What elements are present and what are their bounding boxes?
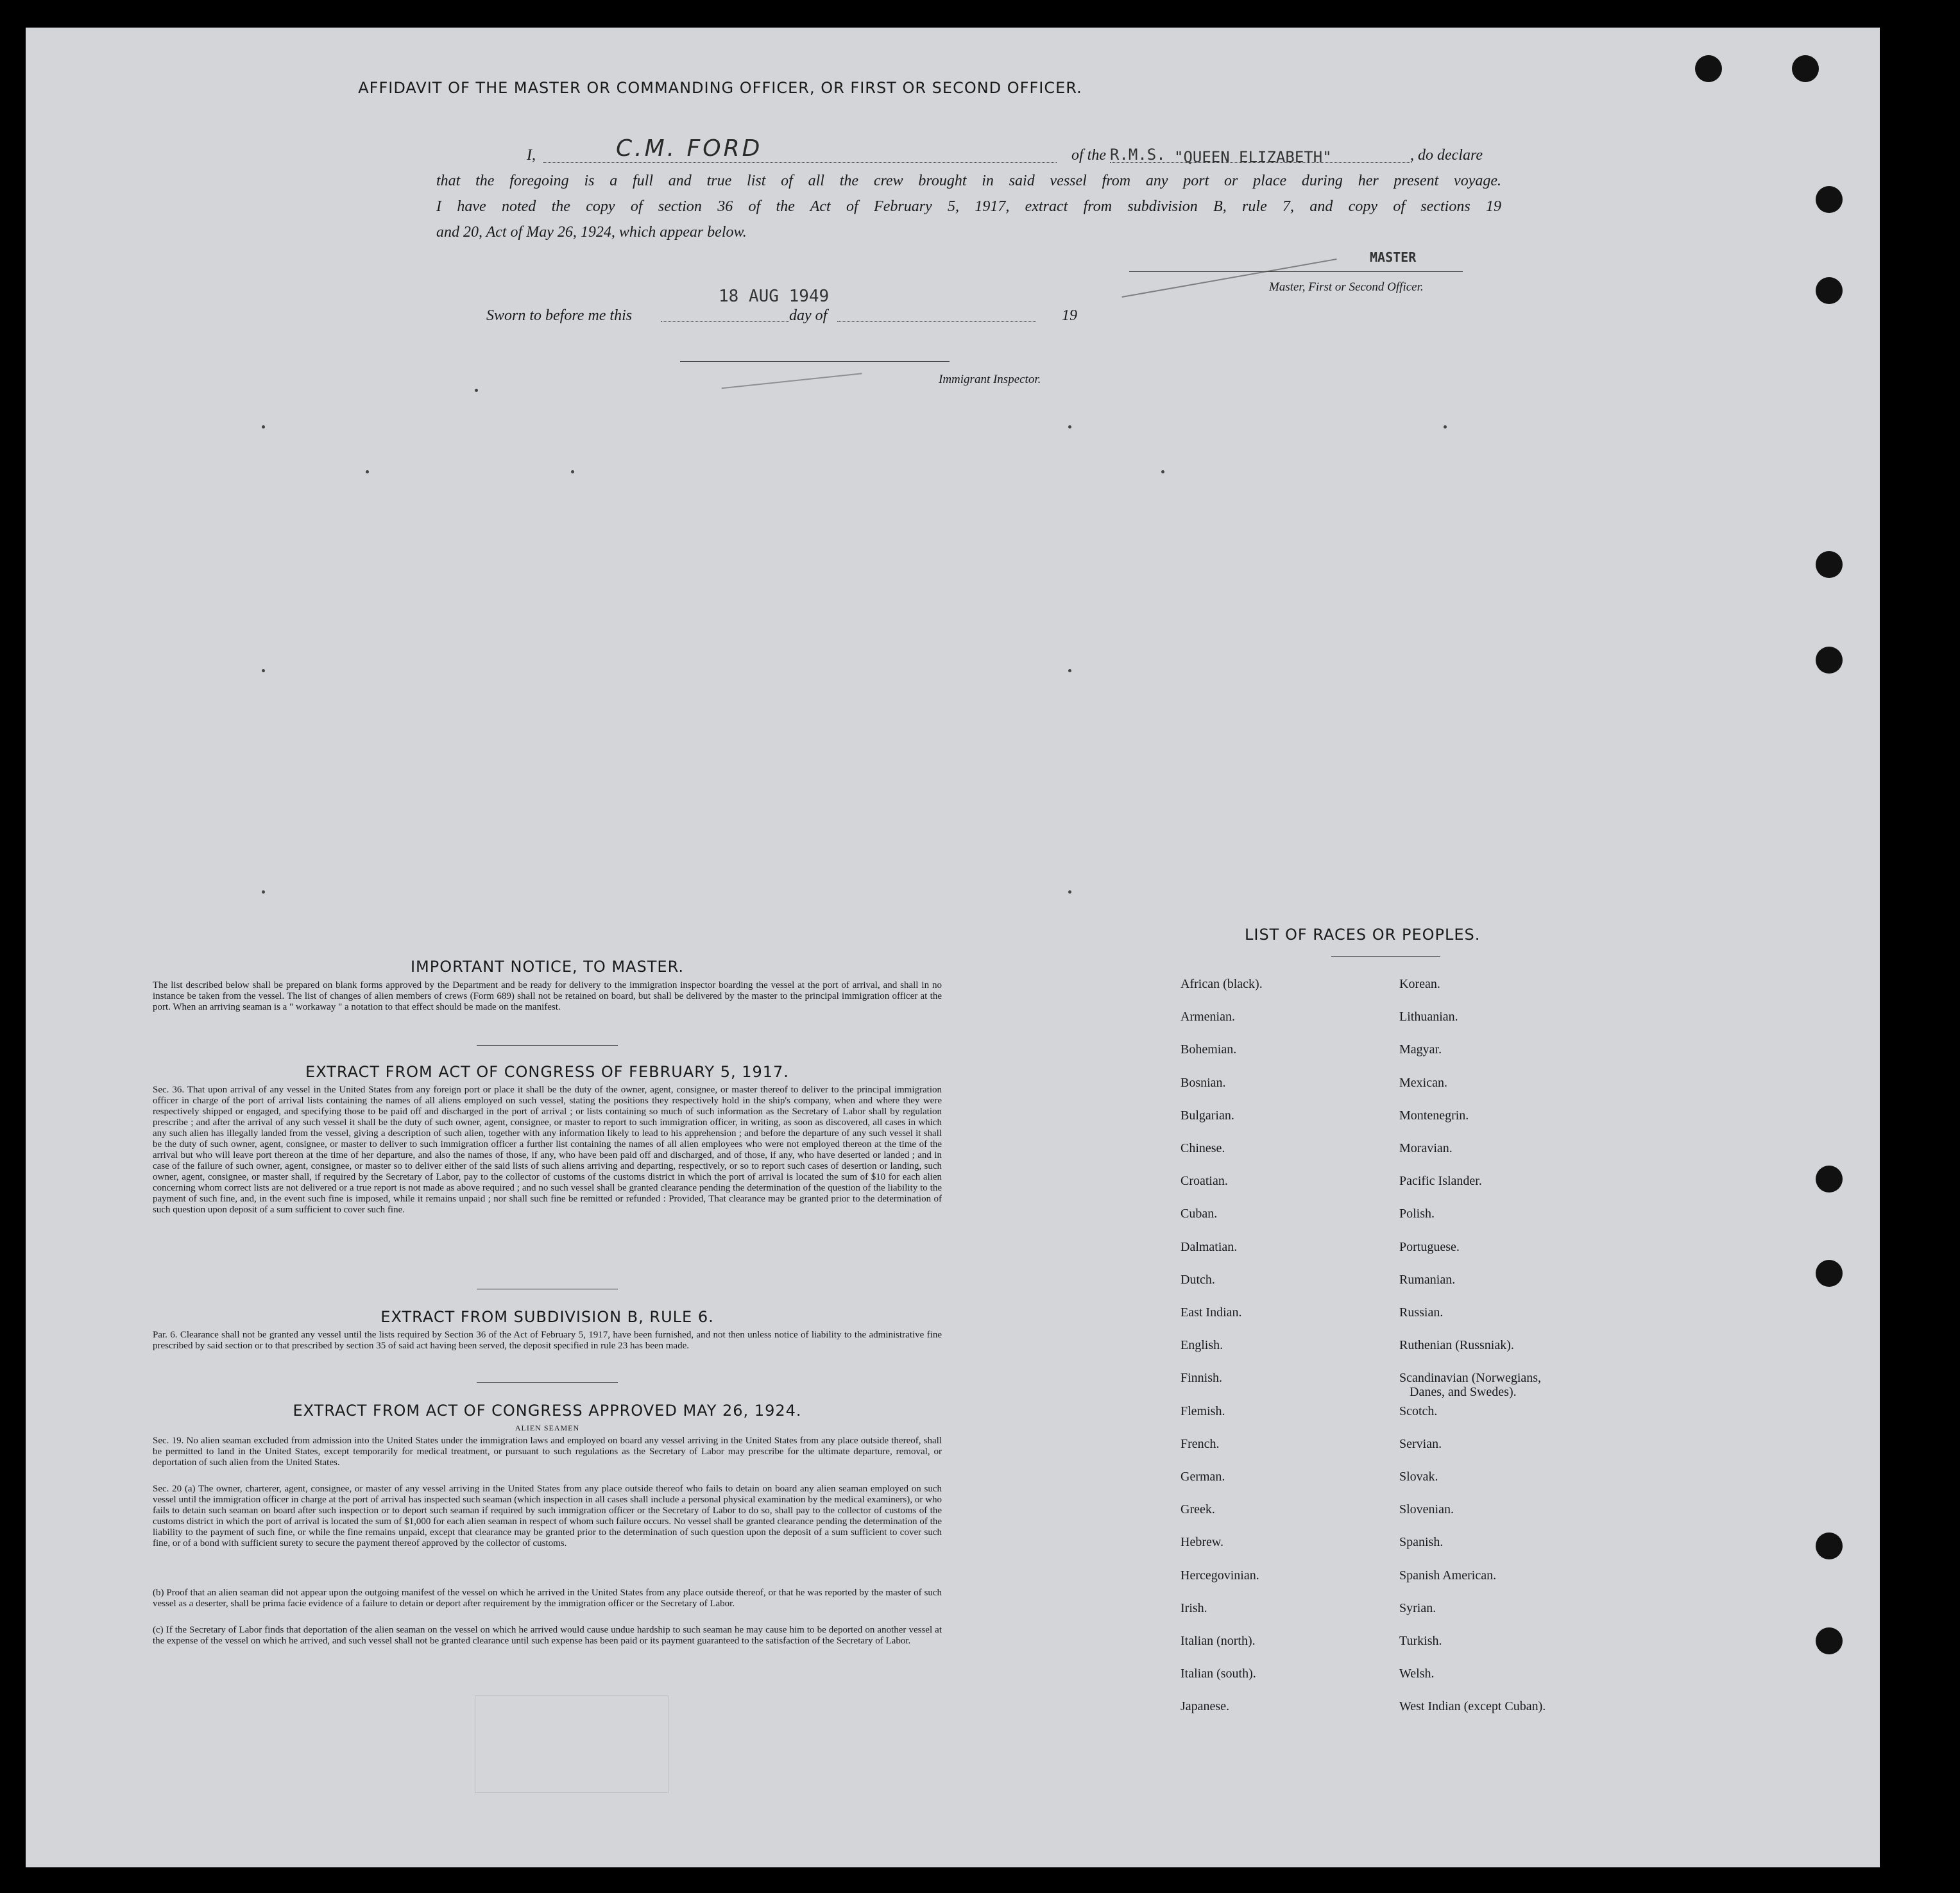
race-item: Hercegovinian. xyxy=(1180,1568,1259,1583)
master-stamp: MASTER xyxy=(1370,250,1417,265)
punch-hole-7 xyxy=(1816,1166,1843,1193)
dot xyxy=(366,470,369,473)
race-item: Hebrew. xyxy=(1180,1535,1224,1550)
race-item: Italian (south). xyxy=(1180,1667,1256,1681)
dot xyxy=(262,669,265,672)
punch-hole-8 xyxy=(1816,1260,1843,1287)
races-title-rule xyxy=(1331,956,1440,957)
day-of-label: day of xyxy=(789,307,828,324)
master-name: C.M. FORD xyxy=(616,135,763,162)
extract-1924-sec20b: (b) Proof that an alien seaman did not appear upon the outgoing manifest of the vessel on which he arrived in the United States from any place outside thereof, or that he was reported by the master of such vessel as a deserter, shall be prima facie evidence of a failure to detain or deport after requirement by the immigration officer or the Secretary of Labor. xyxy=(153,1588,942,1609)
punch-hole-6 xyxy=(1816,647,1843,674)
race-item: Irish. xyxy=(1180,1600,1207,1615)
affidavit-line-2: that the foregoing is a full and true list of all the crew brought in said vessel from any port or place during her present voyage. xyxy=(436,173,1501,189)
i-label: I, xyxy=(527,147,536,164)
race-item: West Indian (except Cuban). xyxy=(1399,1699,1546,1714)
race-item: Japanese. xyxy=(1180,1699,1230,1714)
race-item: Spanish American. xyxy=(1399,1568,1497,1583)
race-item: Polish. xyxy=(1399,1207,1435,1221)
punch-hole-1 xyxy=(1695,55,1722,82)
extract-1924-sec19: Sec. 19. No alien seaman excluded from admission into the United States under the immigration laws and employed on board any vessel arriving in the United States from any place outside thereof, shall be permitted to land in the United States, except temporarily for medical treatment, or pursuant to such regulations as the Secretary of Labor may prescribe for the ultimate departure, removal, or deportation of such alien from the United States. xyxy=(153,1436,942,1468)
punch-hole-9 xyxy=(1816,1532,1843,1559)
race-item: Finnish. xyxy=(1180,1371,1223,1386)
race-item: English. xyxy=(1180,1338,1223,1353)
punch-hole-2 xyxy=(1792,55,1819,82)
race-item: Magyar. xyxy=(1399,1042,1442,1057)
race-item: Bulgarian. xyxy=(1180,1108,1234,1123)
affidavit-line-3: I have noted the copy of section 36 of the Act of February 5, 1917, extract from subdivision B, rule 7, and copy of sections 19 xyxy=(436,198,1501,215)
document-page xyxy=(26,28,1880,1867)
extract-rule6-title: EXTRACT FROM SUBDIVISION B, RULE 6. xyxy=(380,1308,714,1326)
extract-rule6-body: Par. 6. Clearance shall not be granted any vessel until the lists required by Section 36 of the Act of February 5, 1917, have been furnished, and not then unless notice of liability to the administrative fine prescribed by said section or to that prescribed by section 35 of said act having been served, the deposit specified in rule 23 has been made. xyxy=(153,1330,942,1351)
inspector-signature xyxy=(716,322,862,389)
race-scandinavian-continued: Danes, and Swedes). xyxy=(1410,1385,1517,1399)
dot xyxy=(262,890,265,894)
race-item: Turkish. xyxy=(1399,1634,1442,1648)
race-item: Moravian. xyxy=(1399,1141,1453,1155)
race-item: Croatian. xyxy=(1180,1174,1228,1189)
races-title: LIST OF RACES OR PEOPLES. xyxy=(1245,926,1481,944)
punch-hole-5 xyxy=(1816,551,1843,578)
of-the-label: of the xyxy=(1071,147,1106,164)
race-item: Montenegrin. xyxy=(1399,1108,1469,1123)
race-item: Spanish. xyxy=(1399,1535,1444,1550)
extract-1924-title: EXTRACT FROM ACT OF CONGRESS APPROVED MAY 26, 1924. xyxy=(293,1402,802,1420)
divider xyxy=(477,1382,618,1383)
race-item: Lithuanian. xyxy=(1399,1010,1458,1024)
race-item: Armenian. xyxy=(1180,1010,1235,1024)
faint-stamp-box xyxy=(475,1695,669,1793)
date-stamp: 18 AUG 1949 xyxy=(719,287,830,306)
extract-1924-subtitle: ALIEN SEAMEN xyxy=(515,1423,580,1432)
race-item: Cuban. xyxy=(1180,1207,1218,1221)
race-item: Slovenian. xyxy=(1399,1502,1454,1517)
race-item: Russian. xyxy=(1399,1305,1444,1320)
notice-body: The list described below shall be prepared on blank forms approved by the Department and be ready for delivery to the immigration inspector boarding the vessel at the port of arrival, and shall in no instance be taken from the vessel. The list of changes of alien members of crews (Form 689) shall not be retained on board, but shall be delivered by the master to the principal immigration officer at the port. When an arriving seaman is a " workaway " a notation to that effect should be made on the manifest. xyxy=(153,980,942,1012)
notice-title: IMPORTANT NOTICE, TO MASTER. xyxy=(410,958,685,976)
affidavit-title: AFFIDAVIT OF THE MASTER OR COMMANDING OFFICER, OR FIRST OR SECOND OFFICER. xyxy=(358,79,1082,97)
master-signature-caption: Master, First or Second Officer. xyxy=(1269,280,1424,294)
do-declare-label: , do declare xyxy=(1410,147,1483,164)
extract-1924-sec20c: (c) If the Secretary of Labor finds that deportation of the alien seaman on the vessel on which he arrived would cause undue hardship to such seaman he may cause him to be deported on another vessel at the expense of the vessel on which he arrived, and such vessel shall not be granted clearance until such expense has been paid or its payment guaranteed to the satisfaction of the Secretary of Labor. xyxy=(153,1625,942,1646)
race-item: Greek. xyxy=(1180,1502,1215,1517)
dot xyxy=(1068,890,1071,894)
vessel-name-line xyxy=(1110,162,1411,163)
race-item: Servian. xyxy=(1399,1436,1442,1451)
race-item: Ruthenian (Russniak). xyxy=(1399,1338,1514,1353)
race-item: Dalmatian. xyxy=(1180,1239,1238,1254)
dot xyxy=(1161,470,1164,473)
race-item: Dutch. xyxy=(1180,1272,1215,1287)
race-item: Bosnian. xyxy=(1180,1075,1226,1090)
race-item: East Indian. xyxy=(1180,1305,1242,1320)
sworn-label: Sworn to before me this xyxy=(486,307,633,324)
race-item: Mexican. xyxy=(1399,1075,1447,1090)
sworn-day-line xyxy=(661,321,789,322)
affidavit-line-4: and 20, Act of May 26, 1924, which appear below. xyxy=(436,224,747,241)
race-item: Syrian. xyxy=(1399,1600,1436,1615)
dot xyxy=(1068,669,1071,672)
inspector-line xyxy=(680,361,950,362)
race-item: Slovak. xyxy=(1399,1470,1438,1484)
race-item: Rumanian. xyxy=(1399,1272,1456,1287)
extract-1917-title: EXTRACT FROM ACT OF CONGRESS OF FEBRUARY 5, 1917. xyxy=(305,1063,789,1081)
dot xyxy=(475,389,478,392)
race-item: African (black). xyxy=(1180,977,1263,991)
dot xyxy=(262,425,265,429)
vessel-prefix: R.M.S. xyxy=(1110,146,1166,164)
race-item: Flemish. xyxy=(1180,1404,1225,1418)
race-item: Welsh. xyxy=(1399,1667,1435,1681)
race-item: Pacific Islander. xyxy=(1399,1174,1482,1189)
race-item: Portuguese. xyxy=(1399,1239,1460,1254)
sworn-month-line xyxy=(837,321,1036,322)
race-item: Scotch. xyxy=(1399,1404,1438,1418)
inspector-caption: Immigrant Inspector. xyxy=(939,373,1041,386)
extract-1917-body: Sec. 36. That upon arrival of any vessel in the United States from any foreign port or place it shall be the duty of the owner, agent, consignee, or master thereof to deliver to the principal immigration officer in charge of the port of arrival lists containing the names of all aliens employed on such vessel, stating the positions they respectively hold in the ship's company, when and where they were respectively shipped or engaged, and specifying those to be paid off and discharged in the port of arrival ; or lists containing so much of such information as the Secretary of Labor shall by regulation prescribe ; and after the arrival of any such vessel it shall be the duty of such owner, agent, consignee, or master to report to such immigration officer, in writing, as soon as discovered, all cases in which any such alien has illegally landed from the vessel, giving a description of such alien, together with any information likely to lead to his apprehension ; and before the departure of any such vessel it shall be the duty of such owner, agent, consignee, or master to deliver to such immigration officer a further list containing the names of all alien employees who were not employed thereon at the time of the arrival but who will leave port thereon at the time of her departure, and also the names of those, if any, who have been paid off and discharged, and of those, if any, who have deserted or landed ; and in case of the failure of such owner, agent, consignee, or master so to deliver either of the said lists of such aliens arriving and departing, respectively, or so to report such cases of desertion or landing, such owner, agent, consignee, or master shall, if required by the Secretary of Labor, pay to the collector of customs of the customs district in which the port of arrival is located the sum of $10 for each alien concerning whom correct lists are not delivered or a true report is not made as above required ; and no such vessel shall be granted clearance pending the determination of the question of the liability to the payment of such fine, and, in the event such fine is imposed, while it remains unpaid ; nor shall such fine be remitted or refunded : Provided, That clearance may be granted prior to the determination of such question upon deposit of a sum sufficient to cover such fine. xyxy=(153,1085,942,1215)
vessel-name: "QUEEN ELIZABETH" xyxy=(1174,148,1332,166)
dot xyxy=(1444,425,1447,429)
master-name-line xyxy=(543,162,1057,163)
punch-hole-4 xyxy=(1816,277,1843,304)
dot xyxy=(571,470,574,473)
race-item: French. xyxy=(1180,1436,1220,1451)
race-item: Italian (north). xyxy=(1180,1634,1256,1648)
punch-hole-10 xyxy=(1816,1627,1843,1654)
race-item: Scandinavian (Norwegians, xyxy=(1399,1371,1542,1386)
divider xyxy=(477,1045,618,1046)
year-label: 19 xyxy=(1062,307,1077,324)
punch-hole-3 xyxy=(1816,186,1843,213)
race-item: Chinese. xyxy=(1180,1141,1225,1155)
race-item: German. xyxy=(1180,1470,1225,1484)
race-item: Bohemian. xyxy=(1180,1042,1237,1057)
dot xyxy=(1068,425,1071,429)
race-item: Korean. xyxy=(1399,977,1440,991)
extract-1924-sec20a: Sec. 20 (a) The owner, charterer, agent, consignee, or master of any vessel arriving in the United States from any place outside thereof who fails to detain on board any alien seaman employed on such vessel until the immigration officer in charge at the port of arrival has inspected such seaman (which inspection in all cases shall include a personal physical examination by the medical examiners), or who fails to detain such seaman on board after such inspection or to deport such seaman if required by such immigration officer or the Secretary of Labor to do so, shall pay to the collector of customs of the customs district in which the port of arrival is located the sum of $1,000 for each alien seaman in respect of whom such failure occurs. No vessel shall be granted clearance pending the determination of the liability to the payment of such fine, or while the fine remains unpaid, except that clearance may be granted prior to the determination of such question upon the deposit of a sum sufficient to cover such fine, or of a bond with sufficient surety to secure the payment thereof approved by the collector of customs. xyxy=(153,1484,942,1549)
